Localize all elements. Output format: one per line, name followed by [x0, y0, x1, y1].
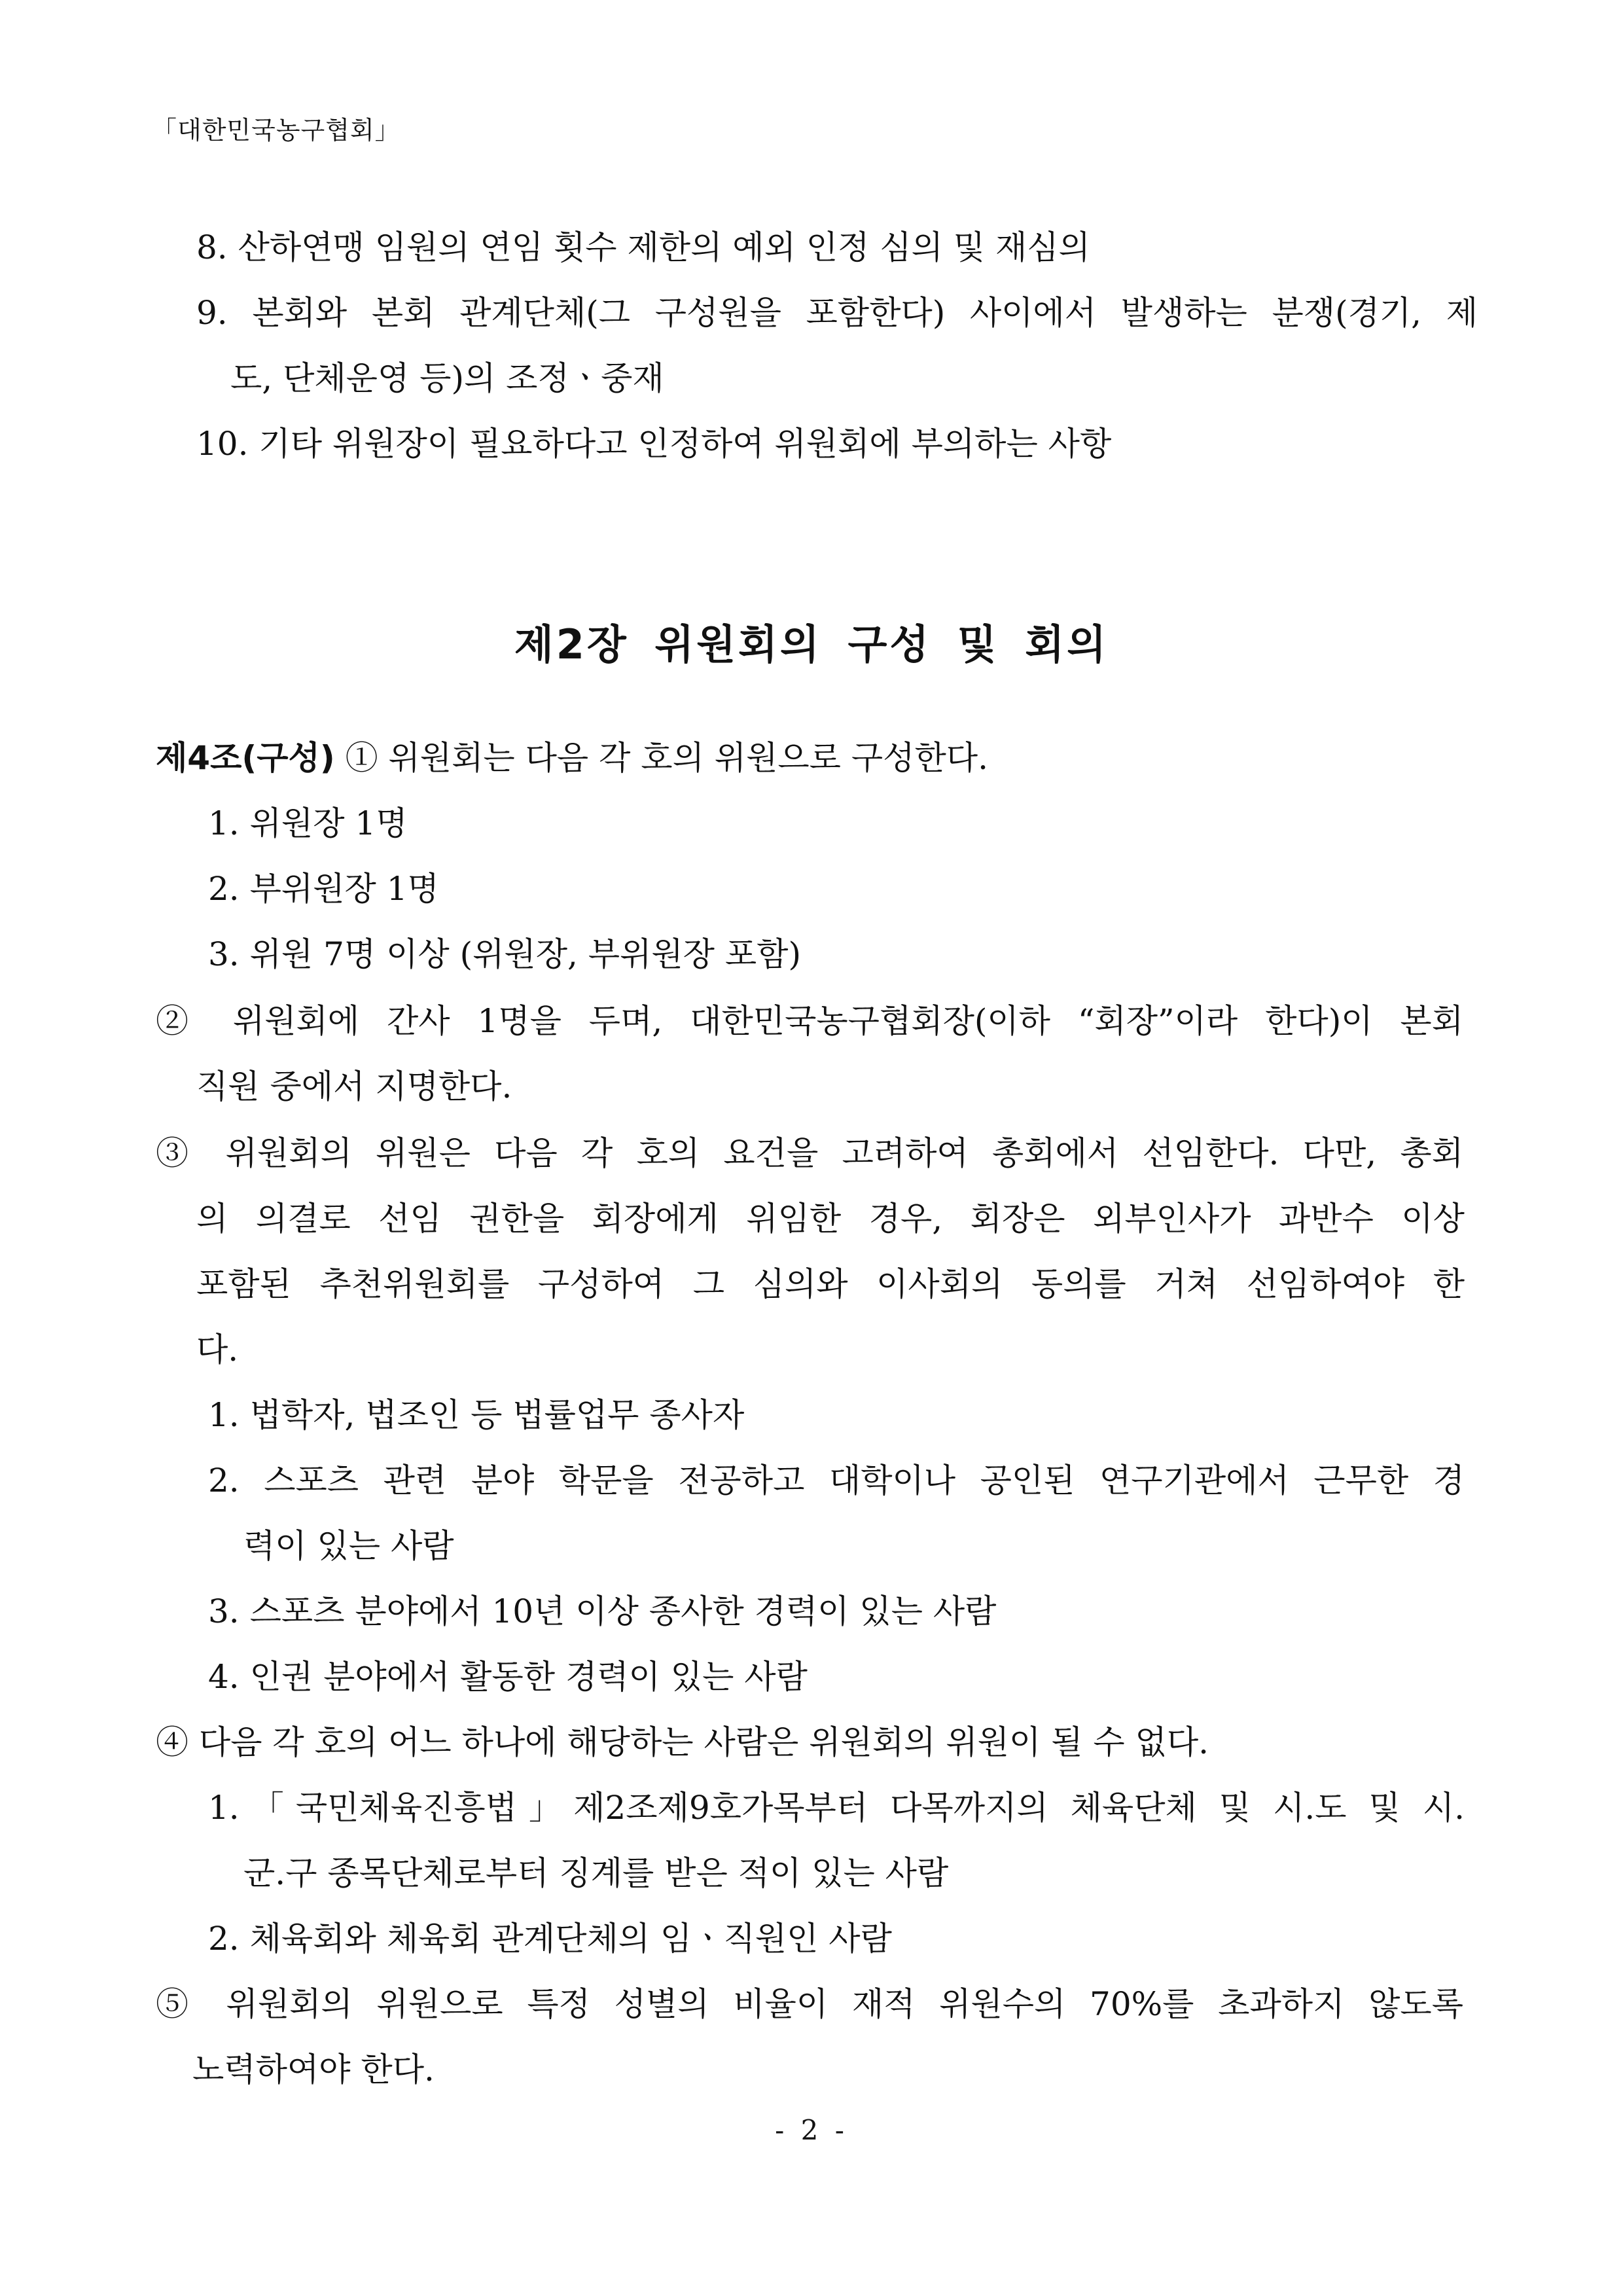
para2-line1: ② 위원회에 간사 1명을 두며, 대한민국농구협회장(이하 “회장”이라 한다)이 본회 — [156, 1002, 1463, 1040]
list-item-9-line2: 도, 단체운영 등)의 조정ㆍ중재 — [230, 359, 664, 397]
para1-item-3: 3. 위원 7명 이상 (위원장, 부위원장 포함) — [208, 935, 801, 973]
page-number: - 2 - — [775, 2114, 848, 2146]
article-heading: 제4조(구성) — [156, 739, 335, 777]
para3-line2: 의 의결로 선임 권한을 회장에게 위임한 경우, 회장은 외부인사가 과반수 이상 — [196, 1200, 1465, 1238]
para3-item-2-line2: 력이 있는 사람 — [243, 1527, 454, 1565]
para3-item-4: 4. 인권 분야에서 활동한 경력이 있는 사람 — [208, 1658, 808, 1696]
para4-item-1-line2: 군.구 종목단체로부터 징계를 받은 적이 있는 사람 — [243, 1854, 949, 1892]
list-item-8: 8. 산하연맹 임원의 연임 횟수 제한의 예외 인정 심의 및 재심의 — [196, 228, 1090, 266]
list-item-10: 10. 기타 위원장이 필요하다고 인정하여 위원회에 부의하는 사항 — [196, 425, 1112, 463]
chapter-title: 제2장 위원회의 구성 및 회의 — [514, 620, 1109, 668]
list-item-9-line1: 9. 본회와 본회 관계단체(그 구성원을 포함한다) 사이에서 발생하는 분쟁(경기, 제 — [196, 294, 1478, 332]
page-header: 「대한민국농구협회」 — [152, 116, 401, 145]
article-4-first-line — [156, 738, 988, 778]
para3-line3: 포함된 추천위원회를 구성하여 그 심의와 이사회의 동의를 거쳐 선임하여야 한 — [196, 1265, 1465, 1303]
para3-line4: 다. — [196, 1331, 239, 1369]
para3-line1: ③ 위원회의 위원은 다음 각 호의 요건을 고려하여 총회에서 선임한다. 다만, 총회 — [156, 1134, 1463, 1172]
para3-item-1: 1. 법학자, 법조인 등 법률업무 종사자 — [208, 1396, 745, 1434]
para4-item-1-line1: 1.「국민체육진흥법」제2조제9호가목부터 다목까지의 체육단체 및 시.도 및 시. — [208, 1789, 1465, 1827]
para2-line2: 직원 중에서 지명한다. — [196, 1067, 512, 1105]
para5-line2: 노력하여야 한다. — [192, 2051, 435, 2089]
para3-item-3: 3. 스포츠 분야에서 10년 이상 종사한 경력이 있는 사람 — [208, 1592, 997, 1630]
para4-item-2: 2. 체육회와 체육회 관계단체의 임ㆍ직원인 사람 — [208, 1920, 892, 1958]
para3-item-2-line1: 2. 스포츠 관련 분야 학문을 전공하고 대학이나 공인된 연구기관에서 근무한 경 — [208, 1462, 1465, 1499]
article-4-paragraph-1-intro: ① 위원회는 다음 각 호의 위원으로 구성한다. — [345, 739, 988, 777]
para4-intro: ④ 다음 각 호의 어느 하나에 해당하는 사람은 위원회의 위원이 될 수 없다. — [156, 1723, 1209, 1761]
para5-line1: ⑤ 위원회의 위원으로 특정 성별의 비율이 재적 위원수의 70%를 초과하지 않도록 — [156, 1985, 1463, 2023]
para1-item-1: 1. 위원장 1명 — [208, 804, 408, 842]
para1-item-2: 2. 부위원장 1명 — [208, 870, 439, 908]
